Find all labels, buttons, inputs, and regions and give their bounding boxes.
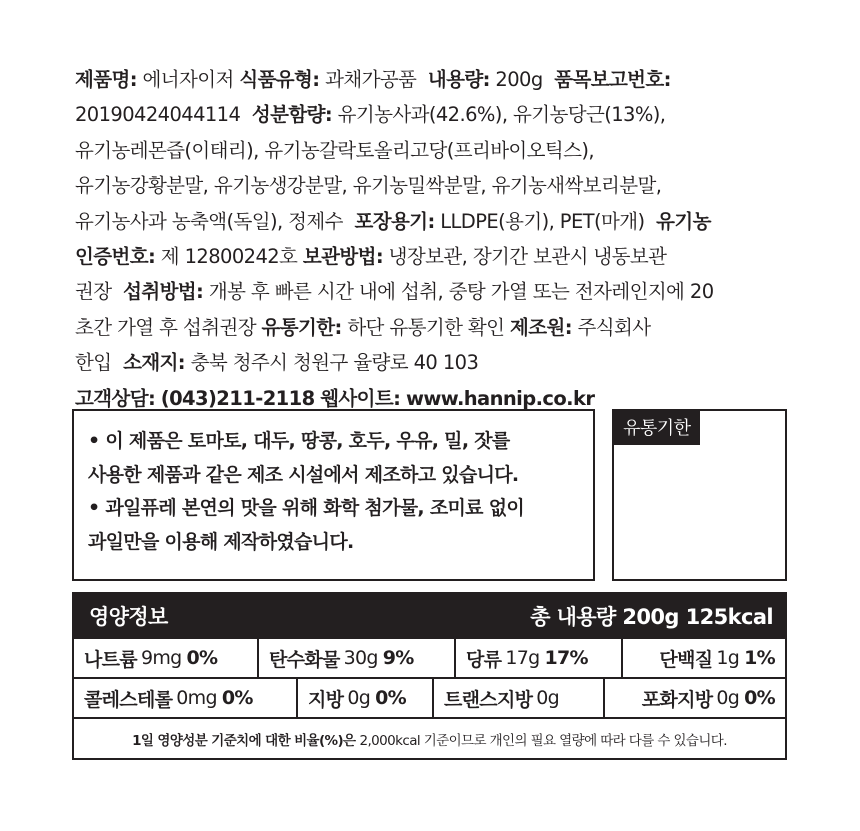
nutrient-name: 트랜스지방 xyxy=(444,688,533,711)
food-type: 과채가공품 xyxy=(325,68,417,91)
product-name-label: 제품명: xyxy=(75,68,137,91)
maker-2: 한입 xyxy=(75,351,112,375)
info-line-4 xyxy=(75,168,795,203)
nutrient-percent: 17% xyxy=(544,647,588,669)
organic-cert-label-1: 유기농 xyxy=(656,209,711,233)
volume-label: 내용량: xyxy=(427,68,490,91)
nutrient-percent: 0% xyxy=(375,687,406,709)
footnote-text: 2,000kcal 기준이므로 개인의 필요 열량에 따라 다를 수 있습니다. xyxy=(359,733,727,749)
nutrient-amount: 0g xyxy=(536,687,560,709)
nutrient-amount: 0g xyxy=(716,687,740,709)
nutrient-name: 콜레스테롤 xyxy=(84,688,173,711)
info-line-2 xyxy=(75,97,795,132)
notice-line-2: 사용한 제품과 같은 제조 시설에서 제조하고 있습니다. xyxy=(88,463,519,486)
nutrient-name: 당류 xyxy=(466,648,502,671)
nutrient-cell xyxy=(74,679,296,717)
storage-1: 냉장보관, 장기간 보관시 냉동보관 xyxy=(388,245,667,269)
storage-label: 보관방법: xyxy=(302,245,384,269)
expiry-info: 하단 유통기한 확인 xyxy=(347,315,505,339)
nutrient-percent: 1% xyxy=(744,647,775,669)
packaging-label: 포장용기: xyxy=(354,209,435,233)
nutrition-facts-table xyxy=(72,592,787,760)
nutrient-cell xyxy=(432,679,603,717)
nutrient-amount: 17g xyxy=(505,647,540,669)
nutrient-percent: 9% xyxy=(382,647,414,669)
maker-1: 주식회사 xyxy=(577,315,651,339)
nutrient-cell xyxy=(74,639,257,677)
nutrient-name: 단백질 xyxy=(659,648,713,671)
address-label: 소재지: xyxy=(123,351,186,375)
expiry-info-label: 유통기한: xyxy=(261,315,342,339)
storage-2: 권장 xyxy=(75,280,112,304)
packaging: LLDPE(용기), PET(마개) xyxy=(440,209,645,233)
nutrient-amount: 0mg xyxy=(176,687,217,709)
nutrient-percent: 0% xyxy=(221,687,253,709)
nutrient-percent: 0% xyxy=(186,647,218,669)
nutrient-amount: 1g xyxy=(716,647,740,669)
nutrient-name: 포화지방 xyxy=(641,688,713,711)
food-type-label: 식품유형: xyxy=(239,68,320,91)
nutrition-footnote xyxy=(74,717,785,759)
volume: 200g xyxy=(495,68,543,91)
intake-label: 섭취방법: xyxy=(123,280,204,304)
website: www.hannip.co.kr xyxy=(405,386,595,410)
nutrient-name: 나트륨 xyxy=(84,648,137,671)
ingredients-2: 유기농레몬즙(이태리), 유기농갈락토올리고당(프리바이오틱스), xyxy=(75,138,594,162)
info-line-6 xyxy=(75,239,795,274)
expiry-date-box xyxy=(612,409,787,581)
notice-line-1: • 이 제품은 토마토, 대두, 땅콩, 호두, 우유, 밀, 잣를 xyxy=(88,430,510,452)
nutrition-row-2 xyxy=(74,677,785,717)
address: 충북 청주시 청원구 율량로 40 103 xyxy=(190,351,479,375)
ingredients-label: 성분함량: xyxy=(251,103,333,127)
product-name: 에너자이저 xyxy=(142,68,234,91)
organic-cert-label-2: 인증번호: xyxy=(75,245,156,269)
report-number-label: 품목보고번호: xyxy=(554,68,671,91)
notice-line-3: • 과일퓨레 본연의 맛을 위해 화학 첨가물, 조미료 없이 xyxy=(88,497,525,519)
contact-label: 고객상담: xyxy=(75,386,156,410)
info-line-3 xyxy=(75,133,795,168)
info-line-9 xyxy=(75,345,795,380)
intake-1: 개봉 후 빠른 시간 내에 섭취, 중탕 가열 또는 전자레인지에 20 xyxy=(208,280,714,304)
maker-label: 제조원: xyxy=(510,315,572,339)
intake-2: 초간 가열 후 섭취권장 xyxy=(75,315,256,339)
info-line-5 xyxy=(75,204,795,239)
nutrient-cell xyxy=(621,639,785,677)
contact: (043)211-2118 xyxy=(160,386,315,410)
info-line-1 xyxy=(75,62,795,97)
nutrition-row-1 xyxy=(74,637,785,677)
allergy-notice-box xyxy=(72,409,595,581)
nutrient-name: 탄수화물 xyxy=(269,648,340,671)
notice-line-4: 과일만을 이용해 제작하였습니다. xyxy=(88,530,354,553)
nutrient-cell xyxy=(296,679,432,717)
nutrient-amount: 30g xyxy=(343,647,378,669)
ingredients-1: 유기농사과(42.6%), 유기농당근(13%), xyxy=(337,103,666,127)
organic-cert: 제 12800242호 xyxy=(160,245,298,269)
nutrient-amount: 9mg xyxy=(140,647,182,669)
report-number: 20190424044114 xyxy=(75,103,241,127)
nutrient-amount: 0g xyxy=(347,687,371,709)
expiry-date-label: 유통기한 xyxy=(614,411,700,445)
ingredients-4: 유기농사과 농축액(독일), 정제수 xyxy=(75,209,343,233)
nutrient-cell xyxy=(454,639,621,677)
website-label: 웹사이트: xyxy=(320,386,401,410)
nutrition-total: 총 내용량 200g 125kcal xyxy=(530,604,773,629)
nutrient-name: 지방 xyxy=(308,688,344,711)
nutrient-percent: 0% xyxy=(744,687,775,709)
info-line-7 xyxy=(75,274,795,309)
nutrition-title: 영양정보 xyxy=(89,604,168,629)
nutrient-cell xyxy=(257,639,454,677)
footnote-bold: 1일 영양성분 기준치에 대한 비율(%)은 xyxy=(132,733,356,749)
nutrition-header xyxy=(74,594,785,637)
product-info-block xyxy=(75,62,795,416)
ingredients-3: 유기농강황분말, 유기농생강분말, 유기농밀싹분말, 유기농새싹보리분말, xyxy=(75,174,662,198)
info-line-8 xyxy=(75,310,795,345)
nutrient-cell xyxy=(603,679,785,717)
